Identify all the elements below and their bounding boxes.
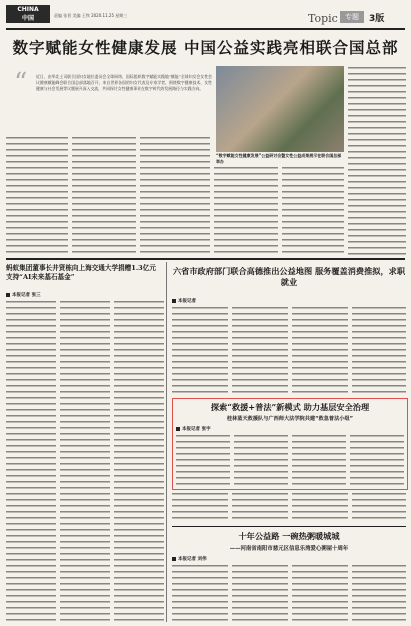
bottom-headline: 十年公益路 一碗热粥暖城城 (238, 531, 340, 541)
bottom-col-4 (352, 564, 406, 622)
bottom-subhead: ——河南省南阳市慈元区信息乐湾爱心粥屋十周年 (229, 546, 349, 552)
left-col-3 (114, 300, 164, 622)
left-headline: 蚂蚁集团董事长井贤栋向上海交通大学捐赠1.3亿元 支持“AI未来基石基金” (6, 264, 156, 281)
top-col-2 (72, 136, 136, 256)
feature-col-2 (234, 434, 288, 486)
top-photo (216, 66, 344, 152)
feature-cont-2 (232, 492, 288, 522)
feature-subhead: 桂林蓝天救援队与广西师大法学院共建“救急普法小组” (226, 416, 354, 422)
bottom-col-1 (172, 564, 228, 622)
feature-col-4 (350, 434, 404, 486)
right-col-3 (292, 306, 348, 394)
feature-headline: 探索“救援+普法”新模式 助力基层安全治理 (210, 402, 370, 412)
right-col-2 (232, 306, 288, 394)
feature-cont-1 (172, 492, 228, 522)
top-col-6 (348, 66, 406, 256)
top-lead: 近日，由华北土司联合国妇女地位委员会全球网络、国际组织数字赋能实践地“赋能”全球妇女会女性会议健康赋能峰会联合国总部落地召开，来自世界各国的妇女代表及专家学者，围绕数字健康技术、女性健康与社会发展等议题展开深入交流，共同探讨女性健康事业在数字时代的发展路径与实践方向。 (36, 74, 212, 91)
column-divider (166, 262, 167, 622)
left-col-2 (60, 300, 110, 622)
section-divider (6, 258, 405, 260)
bottom-kicker: 本报记者 刘伟 (172, 556, 207, 562)
top-col-1 (6, 136, 68, 256)
left-kicker: 本报记者 张三 (6, 292, 41, 298)
top-col-4 (214, 166, 278, 256)
top-col-3 (140, 136, 210, 256)
newspaper-logo (6, 5, 50, 23)
feature-cont-3 (292, 492, 348, 522)
section-tag: 专题 (340, 11, 364, 23)
feature-cont-4 (352, 492, 406, 522)
logo-top: CHINA (17, 6, 39, 13)
feature-col-3 (292, 434, 346, 486)
dateline: 责编 张晋 美编 王铁 2020.11.25 星期三 (54, 13, 128, 18)
topic-label: Topic (308, 12, 338, 25)
feature-kicker: 本报记者 张宇 (176, 426, 211, 432)
top-col-5 (282, 166, 344, 256)
bottom-col-2 (232, 564, 288, 622)
photo-caption: “数字赋能女性健康发展”公益研讨会暨女性公益成果展示在联合国总部举办 (216, 153, 342, 164)
bottom-divider (172, 526, 406, 527)
top-headline: 数字赋能女性健康发展 中国公益实践亮相联合国总部 (12, 38, 399, 57)
right-col-1 (172, 306, 228, 394)
masthead-rule (6, 28, 405, 30)
feature-col-1 (176, 434, 230, 486)
left-col-1 (6, 300, 56, 622)
logo-mid: 中国 (21, 15, 34, 22)
right-headline: 六省市政府部门联合高德推出公益地图 服务覆盖消费推拟，求职就业 (172, 266, 406, 287)
right-col-4 (352, 306, 406, 394)
right-kicker: 本报记者 (172, 298, 196, 304)
quote-mark-icon: “ (14, 68, 28, 98)
bottom-col-3 (292, 564, 348, 622)
page-number: 3版 (369, 14, 385, 24)
